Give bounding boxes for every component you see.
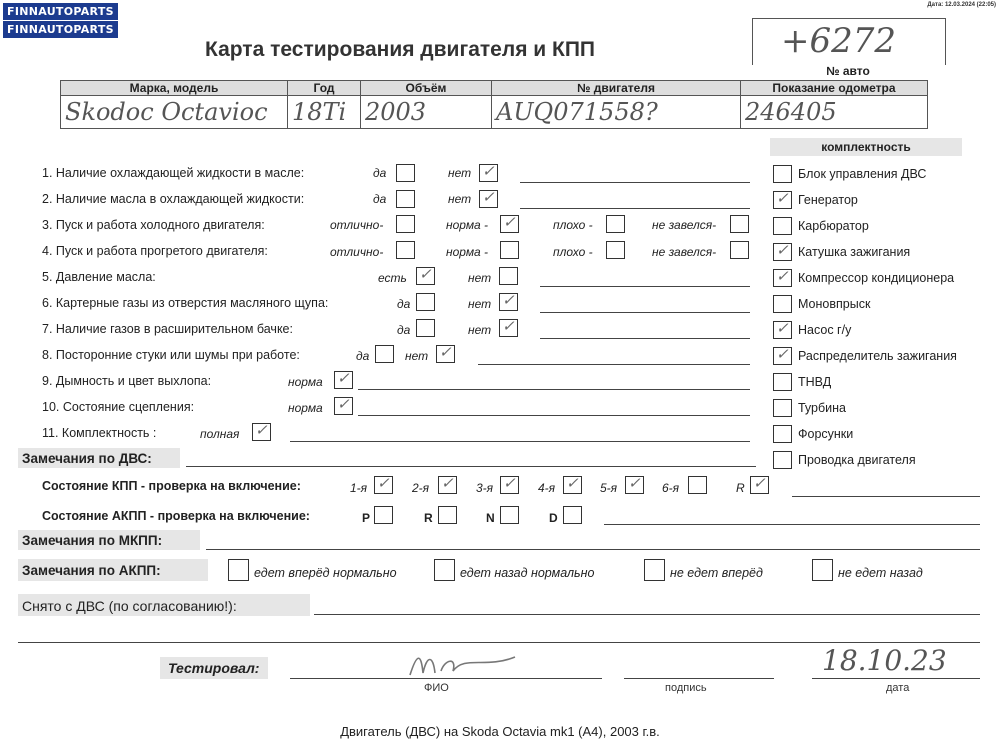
brand-logo-2: FINNAUTOPARTS — [3, 21, 118, 38]
form-title: Карта тестирования двигателя и КПП — [205, 38, 596, 61]
gear-6-checkbox[interactable] — [688, 476, 707, 494]
opt-nostart: не завелся- — [652, 218, 717, 232]
q4-bad-checkbox[interactable] — [606, 241, 625, 259]
opt-no: нет — [448, 192, 472, 206]
mode-label: R — [424, 511, 433, 525]
answer-line — [358, 389, 750, 390]
q8-no-checkbox[interactable]: ✓ — [436, 345, 455, 363]
val-year: 18Ti — [288, 96, 361, 129]
gear-label: 1-я — [350, 481, 368, 495]
komplekt-title: комплектность — [821, 140, 911, 154]
q6-no-checkbox[interactable]: ✓ — [499, 293, 518, 311]
date-label: дата — [886, 682, 910, 694]
q5-no-checkbox[interactable] — [499, 267, 518, 285]
komplekt-checkbox[interactable] — [773, 295, 792, 313]
akpp-note: едет назад нормально — [460, 566, 595, 580]
akpp-forward-ok-checkbox[interactable] — [228, 559, 249, 581]
gear-label: 4-я — [538, 481, 556, 495]
question-10: 10. Состояние сцепления: — [42, 400, 195, 414]
val-volume: 2003 — [361, 96, 492, 129]
opt-no: нет — [405, 349, 429, 363]
komplekt-checkbox[interactable] — [773, 451, 792, 469]
q1-yes-checkbox[interactable] — [396, 164, 415, 182]
header-table — [60, 80, 928, 129]
opt-excellent: отлично- — [330, 245, 384, 259]
opt-full: полная — [200, 427, 240, 441]
signature-line — [624, 678, 774, 679]
gear-label: 6-я — [662, 481, 680, 495]
answer-line — [520, 208, 750, 209]
gear-label: 5-я — [600, 481, 618, 495]
mode-label: N — [486, 511, 495, 525]
answer-line — [540, 312, 750, 313]
akpp-note: не едет назад — [838, 566, 923, 580]
komplekt-checkbox[interactable] — [773, 165, 792, 183]
question-9: 9. Дымность и цвет выхлопа: — [42, 374, 212, 388]
answer-line — [186, 466, 756, 467]
opt-nostart: не завелся- — [652, 245, 717, 259]
col-volume: Объём — [361, 81, 492, 96]
komplekt-item: Блок управления ДВС — [798, 167, 927, 181]
dvs-remarks-label: Замечания по ДВС: — [22, 451, 152, 466]
answer-line — [792, 496, 980, 497]
date-stamp: Дата: 12.03.2024 (22:05) — [927, 2, 996, 8]
opt-yes: да — [373, 166, 387, 180]
opt-yes: да — [397, 323, 411, 337]
komplekt-item: Распределитель зажигания — [798, 349, 957, 363]
val-odometer: 246405 — [741, 96, 928, 129]
answer-line — [358, 415, 750, 416]
q4-nostart-checkbox[interactable] — [730, 241, 749, 259]
akpp-no-forward-checkbox[interactable] — [644, 559, 665, 581]
question-1: 1. Наличие охлаждающей жидкости в масле: — [42, 166, 305, 180]
mode-label: D — [549, 511, 558, 525]
q8-yes-checkbox[interactable] — [375, 345, 394, 363]
col-year: Год — [288, 81, 361, 96]
akpp-no-reverse-checkbox[interactable] — [812, 559, 833, 581]
q4-excellent-checkbox[interactable] — [396, 241, 415, 259]
komplekt-checkbox[interactable] — [773, 217, 792, 235]
gear-label: R — [736, 481, 745, 495]
q3-nostart-checkbox[interactable] — [730, 215, 749, 233]
auto-number-value: +6272 — [781, 21, 897, 61]
question-8: 8. Посторонние стуки или шумы при работе: — [42, 348, 300, 362]
mode-d-checkbox[interactable] — [563, 506, 582, 524]
opt-yes: да — [356, 349, 370, 363]
q10-normal-checkbox[interactable]: ✓ — [334, 397, 353, 415]
gear-label: 3-я — [476, 481, 494, 495]
komplekt-checkbox[interactable]: ✓ — [773, 347, 792, 365]
fio-line — [290, 678, 602, 679]
signature-scribble — [405, 647, 525, 681]
auto-number-label: № авто — [826, 64, 870, 78]
akpp-reverse-ok-checkbox[interactable] — [434, 559, 455, 581]
komplekt-item: ТНВД — [798, 375, 832, 389]
kpp-check-label: Состояние КПП - проверка на включение: — [42, 479, 301, 493]
col-model: Марка, модель — [61, 81, 288, 96]
brand-logo-1: FINNAUTOPARTS — [3, 3, 118, 20]
opt-no: нет — [468, 271, 492, 285]
q2-no-checkbox[interactable]: ✓ — [479, 190, 498, 208]
auto-number-box — [752, 18, 946, 65]
mode-r-checkbox[interactable] — [438, 506, 457, 524]
opt-excellent: отлично- — [330, 218, 384, 232]
komplekt-checkbox[interactable] — [773, 425, 792, 443]
q7-yes-checkbox[interactable] — [416, 319, 435, 337]
opt-bad: плохо - — [553, 218, 593, 232]
answer-line — [206, 549, 980, 550]
komplekt-checkbox[interactable] — [773, 399, 792, 417]
question-11: 11. Комплектность : — [42, 426, 157, 440]
gear-5-checkbox[interactable]: ✓ — [625, 476, 644, 494]
komplekt-item: Форсунки — [798, 427, 854, 441]
q3-excellent-checkbox[interactable] — [396, 215, 415, 233]
komplekt-checkbox[interactable] — [773, 373, 792, 391]
q5-est-checkbox[interactable]: ✓ — [416, 267, 435, 285]
opt-no: нет — [468, 323, 492, 337]
komplekt-checkbox[interactable]: ✓ — [773, 321, 792, 339]
answer-line — [604, 524, 980, 525]
akpp-check-label: Состояние АКПП - проверка на включение: — [42, 509, 310, 523]
question-6: 6. Картерные газы из отверстия масляного щупа: — [42, 296, 329, 310]
tested-label: Тестировал: — [168, 660, 260, 676]
komplekt-checkbox[interactable]: ✓ — [773, 269, 792, 287]
komplekt-checkbox[interactable]: ✓ — [773, 243, 792, 261]
opt-normal: норма — [288, 401, 323, 415]
mkpp-remarks-label: Замечания по МКПП: — [22, 533, 163, 548]
q7-no-checkbox[interactable]: ✓ — [499, 319, 518, 337]
question-2: 2. Наличие масла в охлаждающей жидкости: — [42, 192, 305, 206]
answer-line — [290, 441, 750, 442]
question-4: 4. Пуск и работа прогретого двигателя: — [42, 244, 268, 258]
komplekt-checkbox[interactable]: ✓ — [773, 191, 792, 209]
opt-normal: норма — [288, 375, 323, 389]
q2-yes-checkbox[interactable] — [396, 190, 415, 208]
question-7: 7. Наличие газов в расширительном бачке: — [42, 322, 293, 336]
q1-no-checkbox[interactable]: ✓ — [479, 164, 498, 182]
opt-yes: да — [373, 192, 387, 206]
q3-normal-checkbox[interactable]: ✓ — [500, 215, 519, 233]
date-line — [812, 678, 980, 679]
col-odometer: Показание одометра — [741, 81, 928, 96]
removed-label: Снято с ДВС (по согласованию!): — [22, 598, 237, 614]
answer-line — [478, 364, 750, 365]
gear-2-checkbox[interactable]: ✓ — [438, 476, 457, 494]
col-engine-no: № двигателя — [492, 81, 741, 96]
q3-bad-checkbox[interactable] — [606, 215, 625, 233]
komplekt-item: Проводка двигателя — [798, 453, 916, 467]
q4-normal-checkbox[interactable] — [500, 241, 519, 259]
answer-line — [314, 614, 980, 615]
komplekt-item: Моновпрыск — [798, 297, 871, 311]
komplekt-item: Турбина — [798, 401, 846, 415]
akpp-remarks-label: Замечания по АКПП: — [22, 563, 161, 578]
komplekt-item: Насос г/у — [798, 323, 852, 337]
gear-4-checkbox[interactable]: ✓ — [563, 476, 582, 494]
akpp-note: едет вперёд нормально — [254, 566, 397, 580]
image-caption: Двигатель (ДВС) на Skoda Octavia mk1 (A4), 2003 г.в. — [340, 724, 660, 739]
answer-line — [540, 338, 750, 339]
opt-normal: норма - — [446, 218, 489, 232]
komplekt-item: Карбюратор — [798, 219, 869, 233]
mode-p-checkbox[interactable] — [374, 506, 393, 524]
mode-label: P — [362, 511, 371, 525]
mode-n-checkbox[interactable] — [500, 506, 519, 524]
komplekt-item: Генератор — [798, 193, 858, 207]
signature-label: подпись — [665, 682, 707, 694]
komplekt-item: Катушка зажигания — [798, 245, 911, 259]
answer-line — [18, 642, 980, 643]
question-3: 3. Пуск и работа холодного двигателя: — [42, 218, 265, 232]
opt-no: нет — [468, 297, 492, 311]
answer-line — [540, 286, 750, 287]
komplekt-item: Компрессор кондиционера — [798, 271, 955, 285]
gear-label: 2-я — [412, 481, 430, 495]
opt-est: есть — [378, 271, 407, 285]
gear-r-checkbox[interactable]: ✓ — [750, 476, 769, 494]
q9-normal-checkbox[interactable]: ✓ — [334, 371, 353, 389]
val-engine-no: AUQ071558? — [492, 96, 741, 129]
opt-bad: плохо - — [553, 245, 593, 259]
opt-no: нет — [448, 166, 472, 180]
gear-3-checkbox[interactable]: ✓ — [500, 476, 519, 494]
opt-normal: норма - — [446, 245, 489, 259]
q11-full-checkbox[interactable]: ✓ — [252, 423, 271, 441]
fio-label: ФИО — [424, 682, 449, 694]
question-5: 5. Давление масла: — [42, 270, 156, 284]
date-value: 18.10.23 — [822, 644, 947, 677]
answer-line — [520, 182, 750, 183]
opt-yes: да — [397, 297, 411, 311]
gear-1-checkbox[interactable]: ✓ — [374, 476, 393, 494]
akpp-note: не едет вперёд — [670, 566, 763, 580]
val-model: Skodoc Octavioc — [61, 96, 288, 129]
q6-yes-checkbox[interactable] — [416, 293, 435, 311]
